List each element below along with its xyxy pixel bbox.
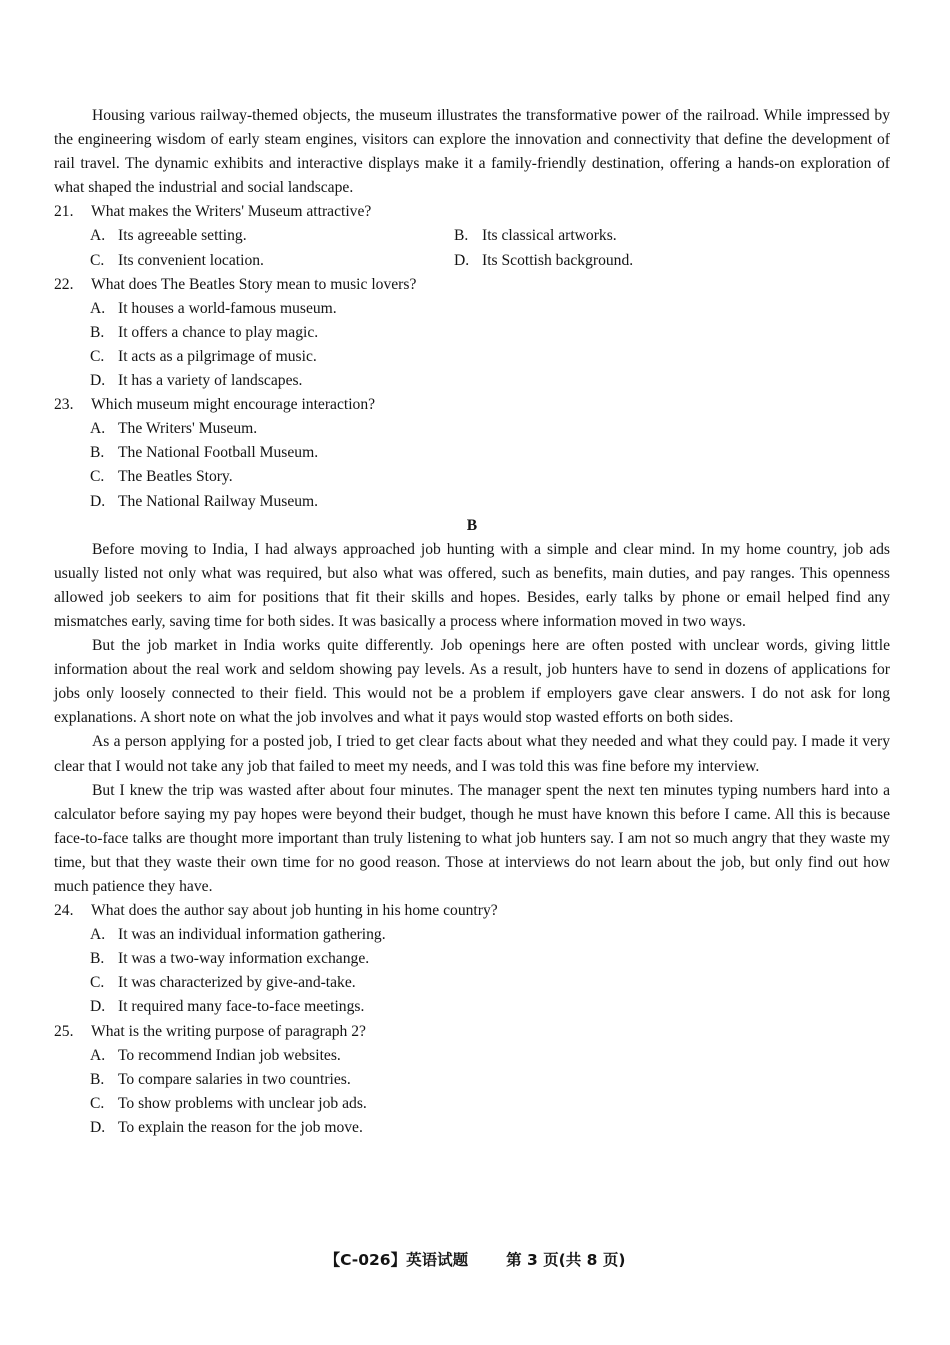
option-a[interactable] bbox=[90, 297, 890, 321]
option-letter: A. bbox=[90, 926, 106, 944]
option-a[interactable] bbox=[90, 1044, 890, 1068]
exam-page bbox=[54, 104, 890, 1140]
option-text: It required many face-to-face meetings. bbox=[118, 998, 365, 1016]
option-b[interactable] bbox=[90, 947, 890, 971]
option-letter: C. bbox=[90, 347, 105, 365]
question-text: What makes the Writers' Museum attractive? bbox=[91, 203, 372, 221]
question-number: 21. bbox=[54, 203, 74, 221]
option-letter: D. bbox=[454, 251, 470, 269]
option-text: The National Football Museum. bbox=[118, 444, 319, 462]
q21-options-row-1 bbox=[90, 224, 890, 248]
option-letter: B. bbox=[454, 227, 469, 245]
option-letter: B. bbox=[90, 1070, 105, 1088]
option-text: To show problems with unclear job ads. bbox=[118, 1094, 367, 1112]
option-letter: C. bbox=[90, 1094, 105, 1112]
question-24 bbox=[54, 899, 890, 923]
option-text: Its classical artworks. bbox=[482, 227, 617, 245]
exam-code: 【C-026】英语试题 bbox=[324, 1251, 469, 1269]
question-number: 24. bbox=[54, 902, 74, 920]
question-23 bbox=[54, 393, 890, 417]
page-number: 第 3 页(共 8 页) bbox=[506, 1251, 626, 1269]
option-letter: C. bbox=[90, 251, 105, 269]
option-text: Its Scottish background. bbox=[482, 251, 634, 269]
option-d[interactable] bbox=[90, 995, 890, 1019]
passage-b-paragraph-3: As a person applying for a posted job, I tried to get clear facts about what they needed and what they could pay. I made it very clear that I would not take any job that failed to meet my needs, and I was told this was fine before my interview. bbox=[54, 733, 890, 775]
question-number: 25. bbox=[54, 1022, 74, 1040]
question-number: 22. bbox=[54, 275, 74, 293]
question-text: What does The Beatles Story mean to music lovers? bbox=[91, 275, 417, 293]
option-a[interactable] bbox=[90, 923, 890, 947]
option-text: The Writers' Museum. bbox=[118, 420, 258, 438]
intro-paragraph: Housing various railway-themed objects, the museum illustrates the transformative power of the railroad. While impressed by the engineering wisdom of early steam engines, visitors can explore the innovation and connectivity that define the development of rail travel. The dynamic exhibits and interactive displays make it a family-friendly destination, offering a hands-on exploration of what shaped the industrial and social landscape. bbox=[54, 107, 890, 197]
option-c[interactable] bbox=[90, 971, 890, 995]
option-c[interactable] bbox=[90, 1092, 890, 1116]
question-21 bbox=[54, 200, 890, 224]
passage-b-paragraph-1: Before moving to India, I had always approached job hunting with a simple and clear mind. In my home country, job ads usually listed not only what was required, but also what was offered, such as benefits, main duties, and pay ranges. This openness allowed job seekers to aim for positions that fit their skills and hopes. Besides, early talks by phone or email helped find any mismatches early, saving time for both sides. It was basically a process where information moved in two ways. bbox=[54, 540, 890, 630]
option-letter: B. bbox=[90, 444, 105, 462]
passage-b-paragraph-4: But I knew the trip was wasted after about four minutes. The manager spent the next ten minutes typing numbers hard into a calculator before saying my pay hopes were beyond their budget, though he must have known this before I came. All this is because face-to-face talks are thought more important than truly listening to what job hunters say. I am not so much angry that they waste my time, but that they waste their own time for no good reason. Those at interviews do not learn about the job, but only find out how much patience they have. bbox=[54, 781, 890, 895]
option-letter: A. bbox=[90, 299, 106, 317]
option-a[interactable] bbox=[90, 224, 454, 248]
option-letter: D. bbox=[90, 372, 106, 390]
option-b[interactable] bbox=[90, 321, 890, 345]
option-text: Its agreeable setting. bbox=[118, 227, 247, 245]
option-letter: B. bbox=[90, 323, 105, 341]
page-footer bbox=[0, 1248, 950, 1270]
question-22 bbox=[54, 273, 890, 297]
option-text: To recommend Indian job websites. bbox=[118, 1046, 341, 1064]
option-d[interactable] bbox=[90, 369, 890, 393]
option-b[interactable] bbox=[90, 441, 890, 465]
option-text: It was a two-way information exchange. bbox=[118, 950, 370, 968]
option-text: To compare salaries in two countries. bbox=[118, 1070, 351, 1088]
option-text: It was characterized by give-and-take. bbox=[118, 974, 356, 992]
option-b[interactable] bbox=[90, 1068, 890, 1092]
option-c[interactable] bbox=[90, 345, 890, 369]
question-text: What does the author say about job hunting in his home country? bbox=[91, 902, 498, 920]
option-letter: B. bbox=[90, 950, 105, 968]
option-letter: C. bbox=[90, 468, 105, 486]
option-text: It has a variety of landscapes. bbox=[118, 372, 303, 390]
option-d[interactable] bbox=[90, 1116, 890, 1140]
question-text: What is the writing purpose of paragraph 2? bbox=[91, 1022, 366, 1040]
option-text: To explain the reason for the job move. bbox=[118, 1118, 363, 1136]
option-text: The Beatles Story. bbox=[118, 468, 233, 486]
option-text: It acts as a pilgrimage of music. bbox=[118, 347, 317, 365]
option-letter: D. bbox=[90, 998, 106, 1016]
option-c[interactable] bbox=[90, 465, 890, 489]
section-heading: B bbox=[466, 516, 478, 534]
option-a[interactable] bbox=[90, 417, 890, 441]
option-d[interactable] bbox=[90, 490, 890, 514]
option-text: It houses a world-famous museum. bbox=[118, 299, 337, 317]
option-text: It was an individual information gathering. bbox=[118, 926, 386, 944]
q21-options-row-2 bbox=[90, 249, 890, 273]
option-letter: A. bbox=[90, 227, 106, 245]
option-text: Its convenient location. bbox=[118, 251, 264, 269]
question-text: Which museum might encourage interaction? bbox=[91, 396, 376, 414]
passage-b-paragraph-2: But the job market in India works quite differently. Job openings here are often posted with unclear words, giving little information about the real work and seldom showing pay levels. As a result, job hunters have to send in dozens of applications for jobs only loosely connected to their field. This would not be a problem if employers gave clear answers. I do not ask for long explanations. A short note on what the job involves and what it pays would stop wasted efforts on both sides. bbox=[54, 637, 890, 727]
question-number: 23. bbox=[54, 396, 74, 414]
option-d[interactable] bbox=[454, 249, 818, 273]
option-letter: D. bbox=[90, 492, 106, 510]
option-text: It offers a chance to play magic. bbox=[118, 323, 319, 341]
option-text: The National Railway Museum. bbox=[118, 492, 319, 510]
option-letter: C. bbox=[90, 974, 105, 992]
option-b[interactable] bbox=[454, 224, 818, 248]
option-c[interactable] bbox=[90, 249, 454, 273]
question-25 bbox=[54, 1020, 890, 1044]
option-letter: A. bbox=[90, 420, 106, 438]
option-letter: D. bbox=[90, 1118, 106, 1136]
option-letter: A. bbox=[90, 1046, 106, 1064]
